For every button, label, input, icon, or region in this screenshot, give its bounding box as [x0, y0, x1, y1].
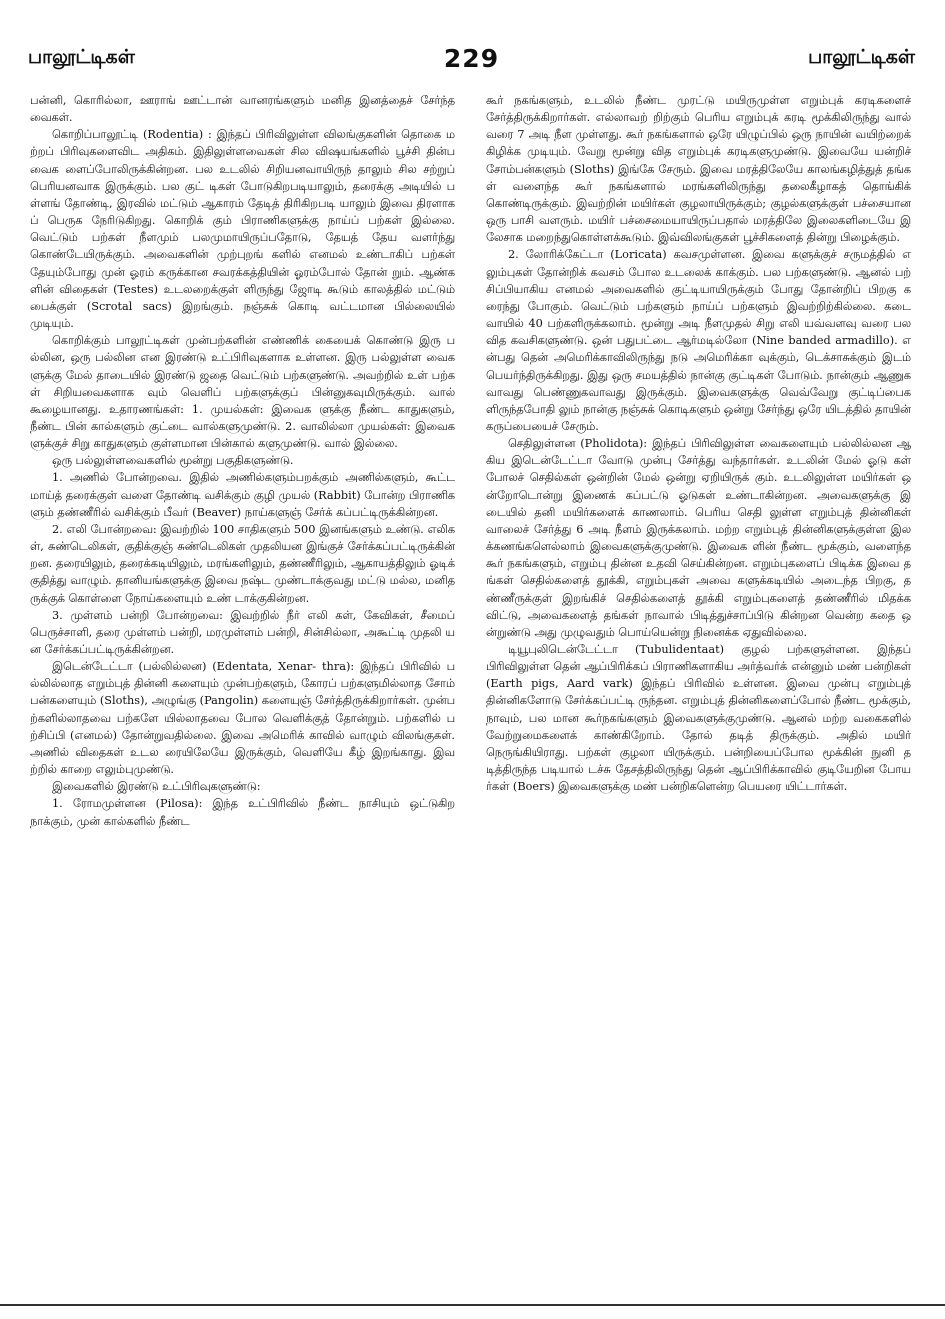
bottom-rule — [0, 1304, 945, 1306]
paragraph: 2. எலி போன்றவை: இவற்றில் 100 சாதிகளும் 500 இனங்களும் உண்டு. எலிகள், சுண்டெலிகள், குதிக்குஞ் சுண்டெலிகள் முதலியன இங்குச் சேர்க்கப்பட்டிருக்கின் றன. தரையிலும், தரைக்கடியிலும், மரங்களிலும், தண்ணீரிலும், ஆகாயத்திலும் ஓடிக் குதித்து வாழும். தானியங்களுக்கு இவை நஷ்ட முண்டாக்குவது மட்டு மல்ல, மனிதருக்குக் கொள்ளை நோய்களையும் உண் டாக்குகின்றன. — [30, 522, 455, 605]
paragraph: ஒரு பல்லுள்ளவைகளில் மூன்று பகுதிகளுண்டு. — [52, 454, 294, 468]
paragraph: 3. முள்ளம் பன்றி போன்றவை: இவற்றில் நீர் எலி கள், கேவிகள், சீமைப் பெருச்சாளி, தரை முள்ளம் பன்றி, மரமுள்ளம் பன்றி, சின்சில்லா, அகூட்டி முதலி யன சேர்க்கப்பட்டிருக்கின்றன. — [30, 608, 455, 656]
paragraph: கொறிப்பாலூட்டி (Rodentia) : இந்தப் பிரிவிலுள்ள விலங்குகளின் தொகை மற்றப் பிரிவுகளைவிட அதிகம். இதிலுள்ளவைகள் சில விஷயங்களில் பூச்சி தின்பவைக ளைப்போலிருக்கின்றன. பல உடலில் சிறியனவாயிருந் தாலும் சில சற்றுப் பெரியனவாக இருக்கும். பல குட் டிகள் போடுகிறபடியாலும், தரைக்கு அடியில் பள்ளங் தோண்டி, இரவில் மட்டும் ஆகாரம் தேடித் திரிகிறபடி யாலும் இவை திரளாகப் பெருக நேரிடுகிறது. கொறிக் கும் பிராணிகளுக்கு நாய்ப் பற்கள் இல்லை. வெட்டும் பற்கள் நீளமும் பலமுமாயிருப்பதோடு, தேயத் தேய வளர்ந்து கொண்டேயிருக்கும். அவைகளின் முற்புறங் களில் எனமல் உண்டாகிப் பற்கள் தேயும்போது முன் ஓரம் கருக்கான சவரக்கத்தியின் ஓரம்போல் தோன் றும். ஆண்களின் விதைகள் (Testes) உடலறைக்குள் ளிருந்து ஜோடி கூடும் காலத்தில் மட்டும் பைக்குள் (Scrotal sacs) இறங்கும். நஞ்சுக் கொடி வட்டமான பில்லையில் முடியும். — [30, 128, 455, 331]
paragraph: கொறிக்கும் பாலூட்டிகள் முன்பற்களின் எண்ணிக் கையைக் கொண்டு இரு பல்லின, ஒரு பல்லின என இரண்டு உட்பிரிவுகளாக உள்ளன. இரு பல்லுள்ள வைகளுக்கு மேல் தாடையில் இரண்டு ஜதை வெட்டும் பற்களுண்டு. அவற்றில் உள் பற்கள் சிறியவைகளாக வும் வெளிப் பற்களுக்குப் பின்னுகவுமிருக்கும். வால் கூழையானது. உதாரணங்கள்: 1. முயல்கள்: இவைக ளுக்கு நீண்ட காதுகளும், நீண்ட பின் கால்களும் குட்டை வால்களுமுண்டு. 2. வாலில்லா முயல்கள்: இவைகளுக்குச் சிறு காதுகளும் குள்ளமான பின்கால் களுமுண்டு. வால் இல்லை. — [30, 334, 455, 451]
running-title-left: பாலூட்டிகள் — [28, 46, 135, 68]
running-title-right: பாலூட்டிகள் — [808, 46, 915, 68]
page-header — [28, 44, 915, 80]
right-text-column — [486, 92, 911, 1297]
page-number: 229 — [443, 44, 500, 73]
paragraph: 1. அணில் போன்றவை. இதில் அணில்களும்பறக்கும் அணில்களும், கூட்டமாய்த் தரைக்குள் வளை தோண்டி வசிக்கும் குழி முயல் (Rabbit) போன்ற பிராணிகளும் தண்ணீரில் வசிக்கும் பீவர் (Beaver) நாய்களுஞ் சேர்க் கப்பட்டிருக்கின்றன. — [30, 471, 455, 519]
paragraph: கூர் நகங்களும், உடலில் நீண்ட முரட்டு மயிருமுள்ள எறும்புக் கரடிகளைச் சேர்த்திருக்கிறார்கள். எல்லாவற் றிற்கும் பெரிய எறும்புக் கரடி மூக்கிலிருந்து வால் வரை 7 அடி நீள முள்ளது. கூர் நகங்களால் ஒரே யிழுப்பில் ஒரு நாயின் வயிற்றைக் கிழிக்க முடியும். வேறு மூன்று வித எறும்புக் கரடிகளுமுண்டு. இவையே யன்றிச் சோம்பன்களும் (Sloths) இங்கே சேரும். இவை மரத்திலேயே காலங்கழித்துத் தங்கள் வளைந்த கூர் நகங்களால் மரங்களிலிருந்து தலைகீழாகத் தொங்கிக் கொண்டிருக்கும். இவற்றின் மயிர்கள் குழலாயிருக்கும்; குழல்களுக்குள் பச்சையான ஒரு பாசி வளரும். மயிர் பச்சைமையாயிருப்பதால் மரத்திலே இலைகளிடையே இலேசாக மறைந்துகொள்ளக்கூடும். இவ்விலங்குகள் பூச்சிகளைத் தின்று பிழைக்கும். — [486, 94, 911, 245]
paragraph: 2. லோரிக்கேட்டா (Loricata) கவசமுள்ளன. இவை களுக்குச் சருமத்தில் எலும்புகள் தோன்றிக் கவசம் போல உடலைக் காக்கும். பல பற்களுண்டு. ஆனல் பற் சிப்பியாகிய எனமல் அவைகளில் குட்டியாயிருக்கும் போது தோன்றிப் பிறகு கரைந்து போகும். வெட்டும் பற்களும் நாய்ப் பற்களும் இவற்றிற்கில்லை. கடை வாயில் 40 பற்களிருக்கலாம். மூன்று அடி நீளமுதல் சிறு எலி யவ்வளவு வரை பலவித கவசிகளுண்டு. ஒன் பதுபட்டை ஆர்மடில்லோ (Nine banded armadillo). என்பது தென் அமெரிக்காவிலிருந்து நடு அமெரிக்கா வுக்கும், டெக்சாசுக்கும் இடம் பெயர்ந்திருக்கிறது. இது ஒரு சமயத்தில் நான்கு குட்டிகள் போடும். நான்கும் ஆணுகவாவது பெண்ணுகவாவது இருக்கும். இவைகளுக்கு வெவ்வேறு குட்டிப்பைகளிருந்தபோதி லும் நான்கு நஞ்சுக் கொடிகளும் ஒன்று சேர்ந்து ஒரே யிடத்தில் தாயின் கருப்பையைச் சேரும். — [486, 248, 911, 433]
paragraph: செதிலுள்ளன (Pholidota): இந்தப் பிரிவிலுள்ள வைகளையும் பல்லில்லன ஆகிய இடென்டேட்டா வோடு முன்பு சேர்த்து வந்தார்கள். உடலின் மேல் ஓடு கள் போலச் செதில்கள் ஒன்றின் மேல் ஒன்று ஏறியிருக் கும். உடலிலுள்ள மயிர்கள் ஒன்றோடொன்று இணைக் கப்பட்டு ஓடுகள் உண்டாகின்றன. அவைகளுக்கு இடையில் தனி மயிர்களைக் காணலாம். பெரிய செதி லுள்ள எறும்புத் தின்னிகள் வாலைச் சேர்த்து 6 அடி நீளம் இருக்கலாம். மற்ற எறும்புத் தின்னிகளுக்குள்ள இலக்கணங்களெல்லாம் இவைகளுக்குமுண்டு. இவைக ளின் நீண்ட மூக்கும், வளைந்த கூர் நகங்களும், எறும்பு தின்ன உதவி செய்கின்றன. எறும்புகளைப் பிடிக்க இவை தங்கள் செதில்களைத் தூக்கி, எறும்புகள் அவை களுக்கடியில் அடைந்த பிறகு, தண்ணீருக்குள் இறங்கிச் செதில்களைத் தூக்கி எறும்புகளைத் தண்ணீரில் மிதக்க விட்டு, அவைகளைத் தங்கள் நாவால் பிடித்துச்சாப்பிடு கின்றன வென்ற கதை ஒன்றுண்டு அது முழுவதும் பொய்யென்று நினைக்க ஏதுவில்லை. — [486, 437, 911, 639]
paragraph: இவைகளில் இரண்டு உட்பிரிவுகளுண்டு: — [52, 780, 261, 794]
paragraph: டியூபுலிடென்டேட்டா (Tubulidentaat) குழல் பற்களுள்ளன. இந்தப் பிரிவிலுள்ள தென் ஆப்பிரிக்கப் பிராணிகளாகிய அர்த்வர்க் என்னும் மண் பன்றிகள் (Earth pigs, Aard vark) இந்தப் பிரிவில் உள்ளன. இவை முன்பு எறும்புத் தின்னிகளோடு சேர்க்கப்பட்டி ருந்தன. எறும்புத் தின்னிகளைப்போல் நீண்ட மூக்கும், நாவும், பல மான கூர்நகங்களும் இவைகளுக்குமுண்டு. ஆனல் மற்ற வகைகளில் வேற்றுமைகளைக் காண்கிறோம். தோல் தடித் திருக்கும். அதில் மயிர் நெருங்கியிராது. பற்கள் குழலா யிருக்கும். பன்றியைப்போல மூக்கின் நுனி தடித்திருந்த படியால் டச்சு தேசத்திலிருந்து தென் ஆப்பிரிக்காவில் குடியேறின போயர்கள் (Boers) இவைகளுக்கு மண் பன்றிகளென்ற பெயரை யிட்டார்கள். — [486, 643, 911, 794]
paragraph: 1. ரோமமுள்ளன (Pilosa): இந்த உட்பிரிவில் நீண்ட நாசியும் ஒட்டுகிற நாக்கும், முன் கால்களில் நீண்ட — [30, 797, 455, 828]
left-text-column — [30, 92, 455, 1297]
paragraph: இடென்டேட்டா (பல்லில்லன) (Edentata, Xenar- thra): இந்தப் பிரிவில் பல்லில்லாத எறும்புத் தின்னி களையும் முன்பற்களும், கோரப் பற்களுமில்லாத சோம் பன்களையும் (Sloths), அழுங்கு (Pangolin) களையுஞ் சேர்த்திருக்கிறார்கள். முன்பற்களில்லாதவை பற்களே யில்லாதவை போல வெளிக்குத் தோன்றும். பற்களில் பற்சிப்பி (எனமல்) தோன்றுவதில்லை. இவை அமெரிக் காவில் வாழும் விலங்குகள். அணில் விதைகள் உடல ரையிலேயே இருக்கும், வெளியே கீழ் இறங்காது. இவற்றில் காறை எலும்புமுண்டு. — [30, 660, 455, 777]
paragraph: பன்னி, கொரில்லா, ஊராங் ஊட்டான் வானரங்களும் மனித இனத்தைச் சேர்ந்தவைகள். — [30, 94, 455, 125]
